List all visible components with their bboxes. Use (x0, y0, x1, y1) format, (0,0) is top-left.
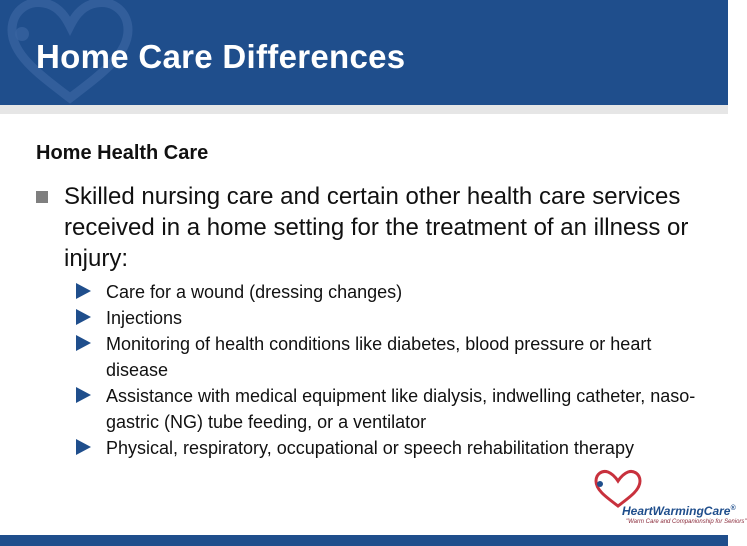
triangle-arrow-icon (76, 387, 91, 403)
sub-bullet-list (76, 279, 696, 461)
list-item-text: Injections (106, 308, 183, 328)
section-heading: Home Health Care (36, 142, 209, 164)
triangle-arrow-icon (76, 335, 91, 351)
list-item (76, 331, 696, 383)
company-logo (588, 470, 747, 528)
triangle-arrow-icon (76, 283, 91, 299)
list-item (76, 435, 696, 461)
triangle-arrow-icon (76, 439, 91, 455)
list-item-text: Assistance with medical equipment like dialysis, indwelling catheter, naso-gastric (NG) tube feeding, or a ventilator (106, 386, 696, 432)
list-item (76, 305, 696, 331)
list-item-text: Physical, respiratory, occupational or speech rehabilitation therapy (106, 438, 634, 458)
triangle-arrow-icon (76, 309, 91, 325)
page-title: Home Care Differences (36, 38, 406, 75)
slide-header (0, 0, 728, 105)
list-item (76, 279, 696, 305)
header-divider (0, 105, 728, 114)
list-item-text: Care for a wound (dressing changes) (106, 282, 403, 302)
list-item-text: Monitoring of health conditions like diabetes, blood pressure or heart disease (106, 334, 652, 380)
logo-name: HeartWarmingCare® (622, 504, 736, 518)
main-bullet (36, 181, 696, 274)
list-item (76, 383, 696, 435)
logo-tagline: "Warm Care and Companionship for Seniors" (626, 519, 747, 525)
slide-footer-bar (0, 535, 728, 546)
square-bullet-icon (36, 191, 48, 203)
main-bullet-text: Skilled nursing care and certain other health care services received in a home setting for the treatment of an illness or injury: (64, 183, 689, 272)
registered-mark: ® (730, 505, 736, 512)
